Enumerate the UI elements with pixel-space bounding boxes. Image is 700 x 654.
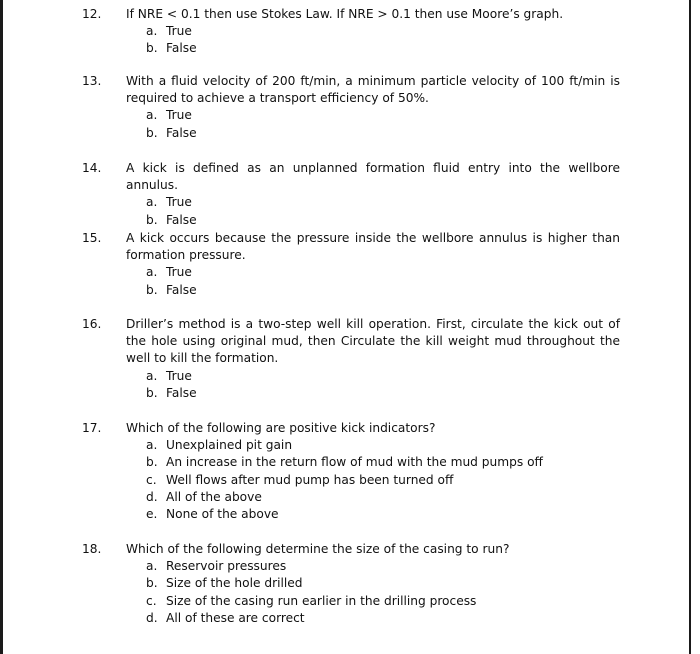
question-text: A kick is defined as an unplanned formation fluid entry into the wellbore annulus. [126, 161, 620, 193]
option-letter: a. [146, 438, 158, 453]
option-letter: e. [146, 507, 158, 522]
question-number: 12. [82, 7, 102, 21]
option-a[interactable] [104, 558, 620, 575]
option-b[interactable] [104, 454, 620, 471]
option-letter: a. [146, 368, 158, 383]
option-letter: a. [146, 559, 158, 574]
option-list [104, 107, 620, 141]
question-text: Driller’s method is a two-step well kill operation. First, circulate the kick out of the hole using original mud, then Circulate the kill weight mud throughout the well to kill the formation. [126, 317, 620, 366]
option-text: True [166, 265, 192, 280]
option-b[interactable] [104, 40, 620, 57]
option-list [104, 264, 620, 298]
option-list [104, 368, 620, 402]
option-letter: b. [146, 212, 158, 227]
option-a[interactable] [104, 368, 620, 385]
option-text: All of the above [166, 489, 262, 504]
option-b[interactable] [104, 385, 620, 402]
question-12 [82, 6, 620, 58]
option-text: False [166, 125, 197, 140]
question-16 [82, 316, 620, 402]
option-letter: b. [146, 455, 158, 470]
option-letter: b. [146, 41, 158, 56]
option-letter: a. [146, 265, 158, 280]
option-text: True [166, 108, 192, 123]
option-text: Reservoir pressures [166, 559, 287, 574]
option-text: False [166, 282, 197, 297]
option-letter: d. [146, 610, 158, 625]
question-number: 17. [82, 421, 102, 435]
option-letter: c. [146, 472, 157, 487]
option-letter: b. [146, 385, 158, 400]
option-letter: d. [146, 489, 158, 504]
option-text: All of these are correct [166, 610, 305, 625]
question-15 [82, 230, 620, 299]
question-number: 16. [82, 317, 102, 331]
question-number: 15. [82, 231, 102, 245]
option-text: False [166, 212, 197, 227]
option-letter: a. [146, 195, 158, 210]
question-text: If NRE < 0.1 then use Stokes Law. If NRE > 0.1 then use Moore’s graph. [126, 7, 564, 21]
option-a[interactable] [104, 437, 620, 454]
option-list [104, 437, 620, 523]
question-number: 14. [82, 161, 102, 175]
question-number: 13. [82, 74, 102, 88]
option-list [104, 558, 620, 627]
option-text: Unexplained pit gain [166, 438, 293, 453]
option-text: None of the above [166, 507, 279, 522]
option-text: Size of the hole drilled [166, 576, 303, 591]
question-14 [82, 160, 620, 229]
option-text: An increase in the return flow of mud with the mud pumps off [166, 455, 543, 470]
option-letter: b. [146, 282, 158, 297]
option-list [104, 194, 620, 228]
option-b[interactable] [104, 575, 620, 592]
option-a[interactable] [104, 194, 620, 211]
option-c[interactable] [104, 593, 620, 610]
option-letter: c. [146, 593, 157, 608]
option-b[interactable] [104, 125, 620, 142]
option-text: True [166, 24, 192, 39]
option-letter: b. [146, 125, 158, 140]
question-17 [82, 420, 620, 523]
option-c[interactable] [104, 472, 620, 489]
option-text: False [166, 41, 197, 56]
question-18 [82, 541, 620, 627]
option-letter: a. [146, 108, 158, 123]
option-text: Size of the casing run earlier in the drilling process [166, 593, 477, 608]
option-e[interactable] [104, 506, 620, 523]
option-text: False [166, 385, 197, 400]
option-text: True [166, 195, 192, 210]
question-text: With a fluid velocity of 200 ft/min, a minimum particle velocity of 100 ft/min is required to achieve a transport efficiency of 50%. [126, 74, 620, 106]
option-text: True [166, 368, 192, 383]
option-d[interactable] [104, 489, 620, 506]
question-text: A kick occurs because the pressure inside the wellbore annulus is higher than formation pressure. [126, 231, 620, 263]
option-b[interactable] [104, 282, 620, 299]
option-letter: a. [146, 24, 158, 39]
option-a[interactable] [104, 107, 620, 124]
option-a[interactable] [104, 23, 620, 40]
question-text: Which of the following are positive kick indicators? [126, 421, 436, 435]
option-text: Well flows after mud pump has been turned off [166, 472, 454, 487]
option-d[interactable] [104, 610, 620, 627]
option-a[interactable] [104, 264, 620, 281]
question-text: Which of the following determine the size of the casing to run? [126, 542, 510, 556]
question-13 [82, 73, 620, 142]
option-list [104, 23, 620, 57]
question-number: 18. [82, 542, 102, 556]
option-b[interactable] [104, 212, 620, 229]
option-letter: b. [146, 576, 158, 591]
